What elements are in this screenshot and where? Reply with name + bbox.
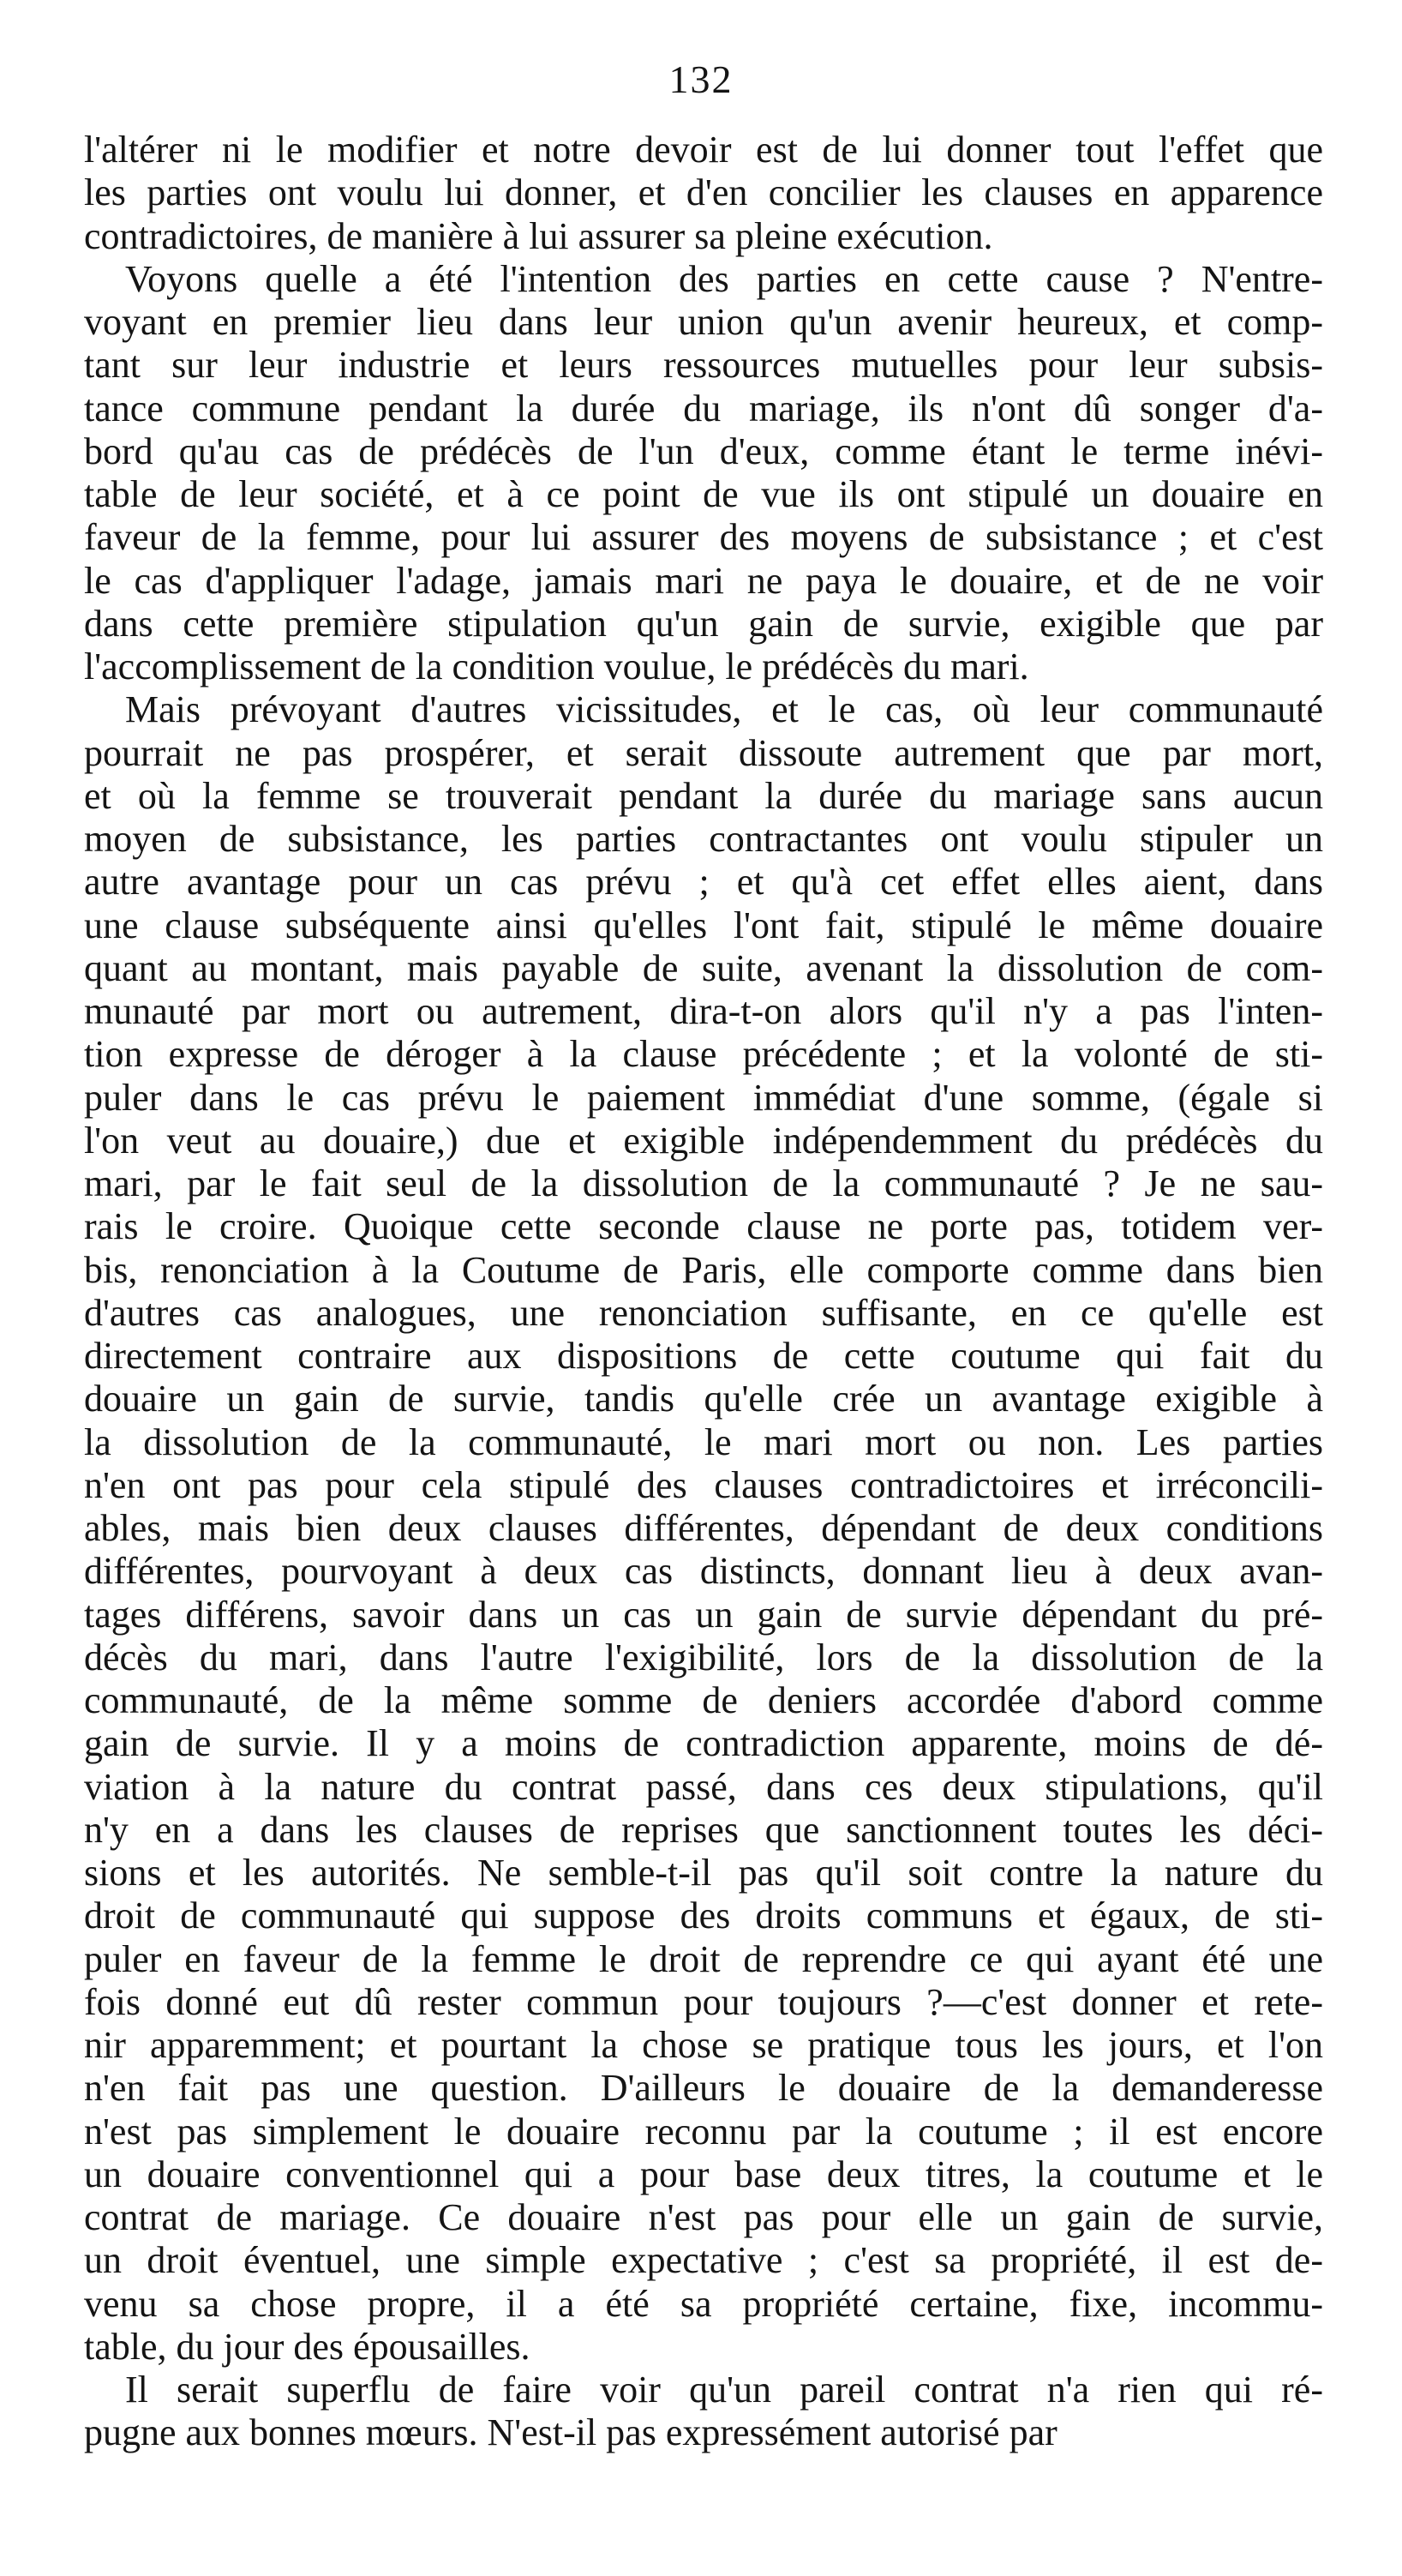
text-line: n'en fait pas une question. D'ailleurs le douaire de la demanderesse: [84, 2067, 1323, 2110]
text-line: un droit éventuel, une simple expectative ; c'est sa propriété, il est de-: [84, 2239, 1323, 2282]
text-line: différentes, pourvoyant à deux cas distincts, donnant lieu à deux avan-: [84, 1550, 1323, 1593]
text-line: table, du jour des épousailles.: [84, 2325, 530, 2368]
text-line: puler dans le cas prévu le paiement immédiat d'une somme, (égale si: [84, 1076, 1323, 1119]
text-line: viation à la nature du contrat passé, dans ces deux stipulations, qu'il: [84, 1765, 1323, 1808]
text-line: sions et les autorités. Ne semble-t-il pas qu'il soit contre la nature du: [84, 1852, 1323, 1894]
text-line: tion expresse de déroger à la clause précédente ; et la volonté de sti-: [84, 1033, 1323, 1076]
paragraph: [84, 258, 1323, 689]
text-line: nir apparemment; et pourtant la chose se pratique tous les jours, et l'on: [84, 2024, 1323, 2066]
text-line: n'en ont pas pour cela stipulé des clauses contradictoires et irréconcili-: [84, 1463, 1323, 1506]
text-line: l'altérer ni le modifier et notre devoir est de lui donner tout l'effet que: [84, 129, 1323, 171]
text-line: faveur de la femme, pour lui assurer des moyens de subsistance ; et c'est: [84, 516, 1323, 559]
text-line: fois donné eut dû rester commun pour toujours ?—c'est donner et rete-: [84, 1980, 1323, 2023]
text-line: décès du mari, dans l'autre l'exigibilité, lors de la dissolution de la: [84, 1636, 1323, 1678]
text-line: table de leur société, et à ce point de vue ils ont stipulé un douaire en: [84, 473, 1323, 515]
text-line: un douaire conventionnel qui a pour base deux titres, la coutume et le: [84, 2153, 1323, 2195]
text-line: contrat de mariage. Ce douaire n'est pas pour elle un gain de survie,: [84, 2196, 1323, 2238]
text-line: l'on veut au douaire,) due et exigible indépendemment du prédécès du: [84, 1119, 1323, 1162]
text-line: communauté, de la même somme de deniers accordée d'abord comme: [84, 1679, 1323, 1721]
text-line: voyant en premier lieu dans leur union qu'un avenir heureux, et comp-: [84, 301, 1323, 343]
text-line: Voyons quelle a été l'intention des parties en cette cause ? N'entre-: [125, 257, 1323, 300]
text-line: d'autres cas analogues, une renonciation suffisante, en ce qu'elle est: [84, 1291, 1323, 1334]
text-line: n'y en a dans les clauses de reprises que sanctionnent toutes les déci-: [84, 1808, 1323, 1851]
body-text: [84, 129, 1323, 2455]
text-line: quant au montant, mais payable de suite, avenant la dissolution de com-: [84, 946, 1323, 989]
text-line: tant sur leur industrie et leurs ressources mutuelles pour leur subsis-: [84, 344, 1323, 387]
text-line: pugne aux bonnes mœurs. N'est-il pas expressément autorisé par: [84, 2411, 1057, 2454]
text-line: autre avantage pour un cas prévu ; et qu'à cet effet elles aient, dans: [84, 861, 1323, 904]
paragraph: [84, 129, 1323, 258]
text-line: munauté par mort ou autrement, dira-t-on alors qu'il n'y a pas l'inten-: [84, 990, 1323, 1032]
text-line: rais le croire. Quoique cette seconde clause ne porte pas, totidem ver-: [84, 1205, 1323, 1248]
text-line: la dissolution de la communauté, le mari mort ou non. Les parties: [84, 1420, 1323, 1463]
text-line: contradictoires, de manière à lui assurer sa pleine exécution.: [84, 214, 993, 257]
text-line: Il serait superflu de faire voir qu'un pareil contrat n'a rien qui ré-: [125, 2369, 1323, 2411]
text-line: pourrait ne pas prospérer, et serait dissoute autrement que par mort,: [84, 731, 1323, 774]
text-line: puler en faveur de la femme le droit de reprendre ce qui ayant été une: [84, 1937, 1323, 1980]
text-line: tance commune pendant la durée du mariage, ils n'ont dû songer d'a-: [84, 387, 1323, 429]
text-line: les parties ont voulu lui donner, et d'en concilier les clauses en apparence: [84, 171, 1323, 214]
text-line: bord qu'au cas de prédécès de l'un d'eux, comme étant le terme inévi-: [84, 429, 1323, 472]
text-line: n'est pas simplement le douaire reconnu par la coutume ; il est encore: [84, 2110, 1323, 2153]
text-line: gain de survie. Il y a moins de contradiction apparente, moins de dé-: [84, 1722, 1323, 1765]
text-line: Mais prévoyant d'autres vicissitudes, et le cas, où leur communauté: [125, 688, 1323, 731]
paragraph: [84, 688, 1323, 2369]
text-line: moyen de subsistance, les parties contractantes ont voulu stipuler un: [84, 818, 1323, 860]
text-line: une clause subséquente ainsi qu'elles l'ont fait, stipulé le même douaire: [84, 904, 1323, 946]
text-line: ables, mais bien deux clauses différentes, dépendant de deux conditions: [84, 1507, 1323, 1549]
text-line: l'accomplissement de la condition voulue, le prédécès du mari.: [84, 646, 1029, 688]
text-line: venu sa chose propre, il a été sa propriété certaine, fixe, incommu-: [84, 2282, 1323, 2325]
text-line: dans cette première stipulation qu'un gain de survie, exigible que par: [84, 602, 1323, 645]
page-number: 132: [668, 57, 734, 101]
paragraph: [84, 2369, 1323, 2455]
text-line: tages différens, savoir dans un cas un gain de survie dépendant du pré-: [84, 1593, 1323, 1636]
text-line: et où la femme se trouverait pendant la durée du mariage sans aucun: [84, 774, 1323, 817]
text-line: mari, par le fait seul de la dissolution de la communauté ? Je ne sau-: [84, 1162, 1323, 1204]
text-line: bis, renonciation à la Coutume de Paris, elle comporte comme dans bien: [84, 1248, 1323, 1291]
text-line: directement contraire aux dispositions de cette coutume qui fait du: [84, 1335, 1323, 1377]
text-line: le cas d'appliquer l'adage, jamais mari ne paya le douaire, et de ne voir: [84, 559, 1323, 602]
text-line: douaire un gain de survie, tandis qu'elle crée un avantage exigible à: [84, 1378, 1323, 1420]
text-line: droit de communauté qui suppose des droits communs et égaux, de sti-: [84, 1894, 1323, 1937]
